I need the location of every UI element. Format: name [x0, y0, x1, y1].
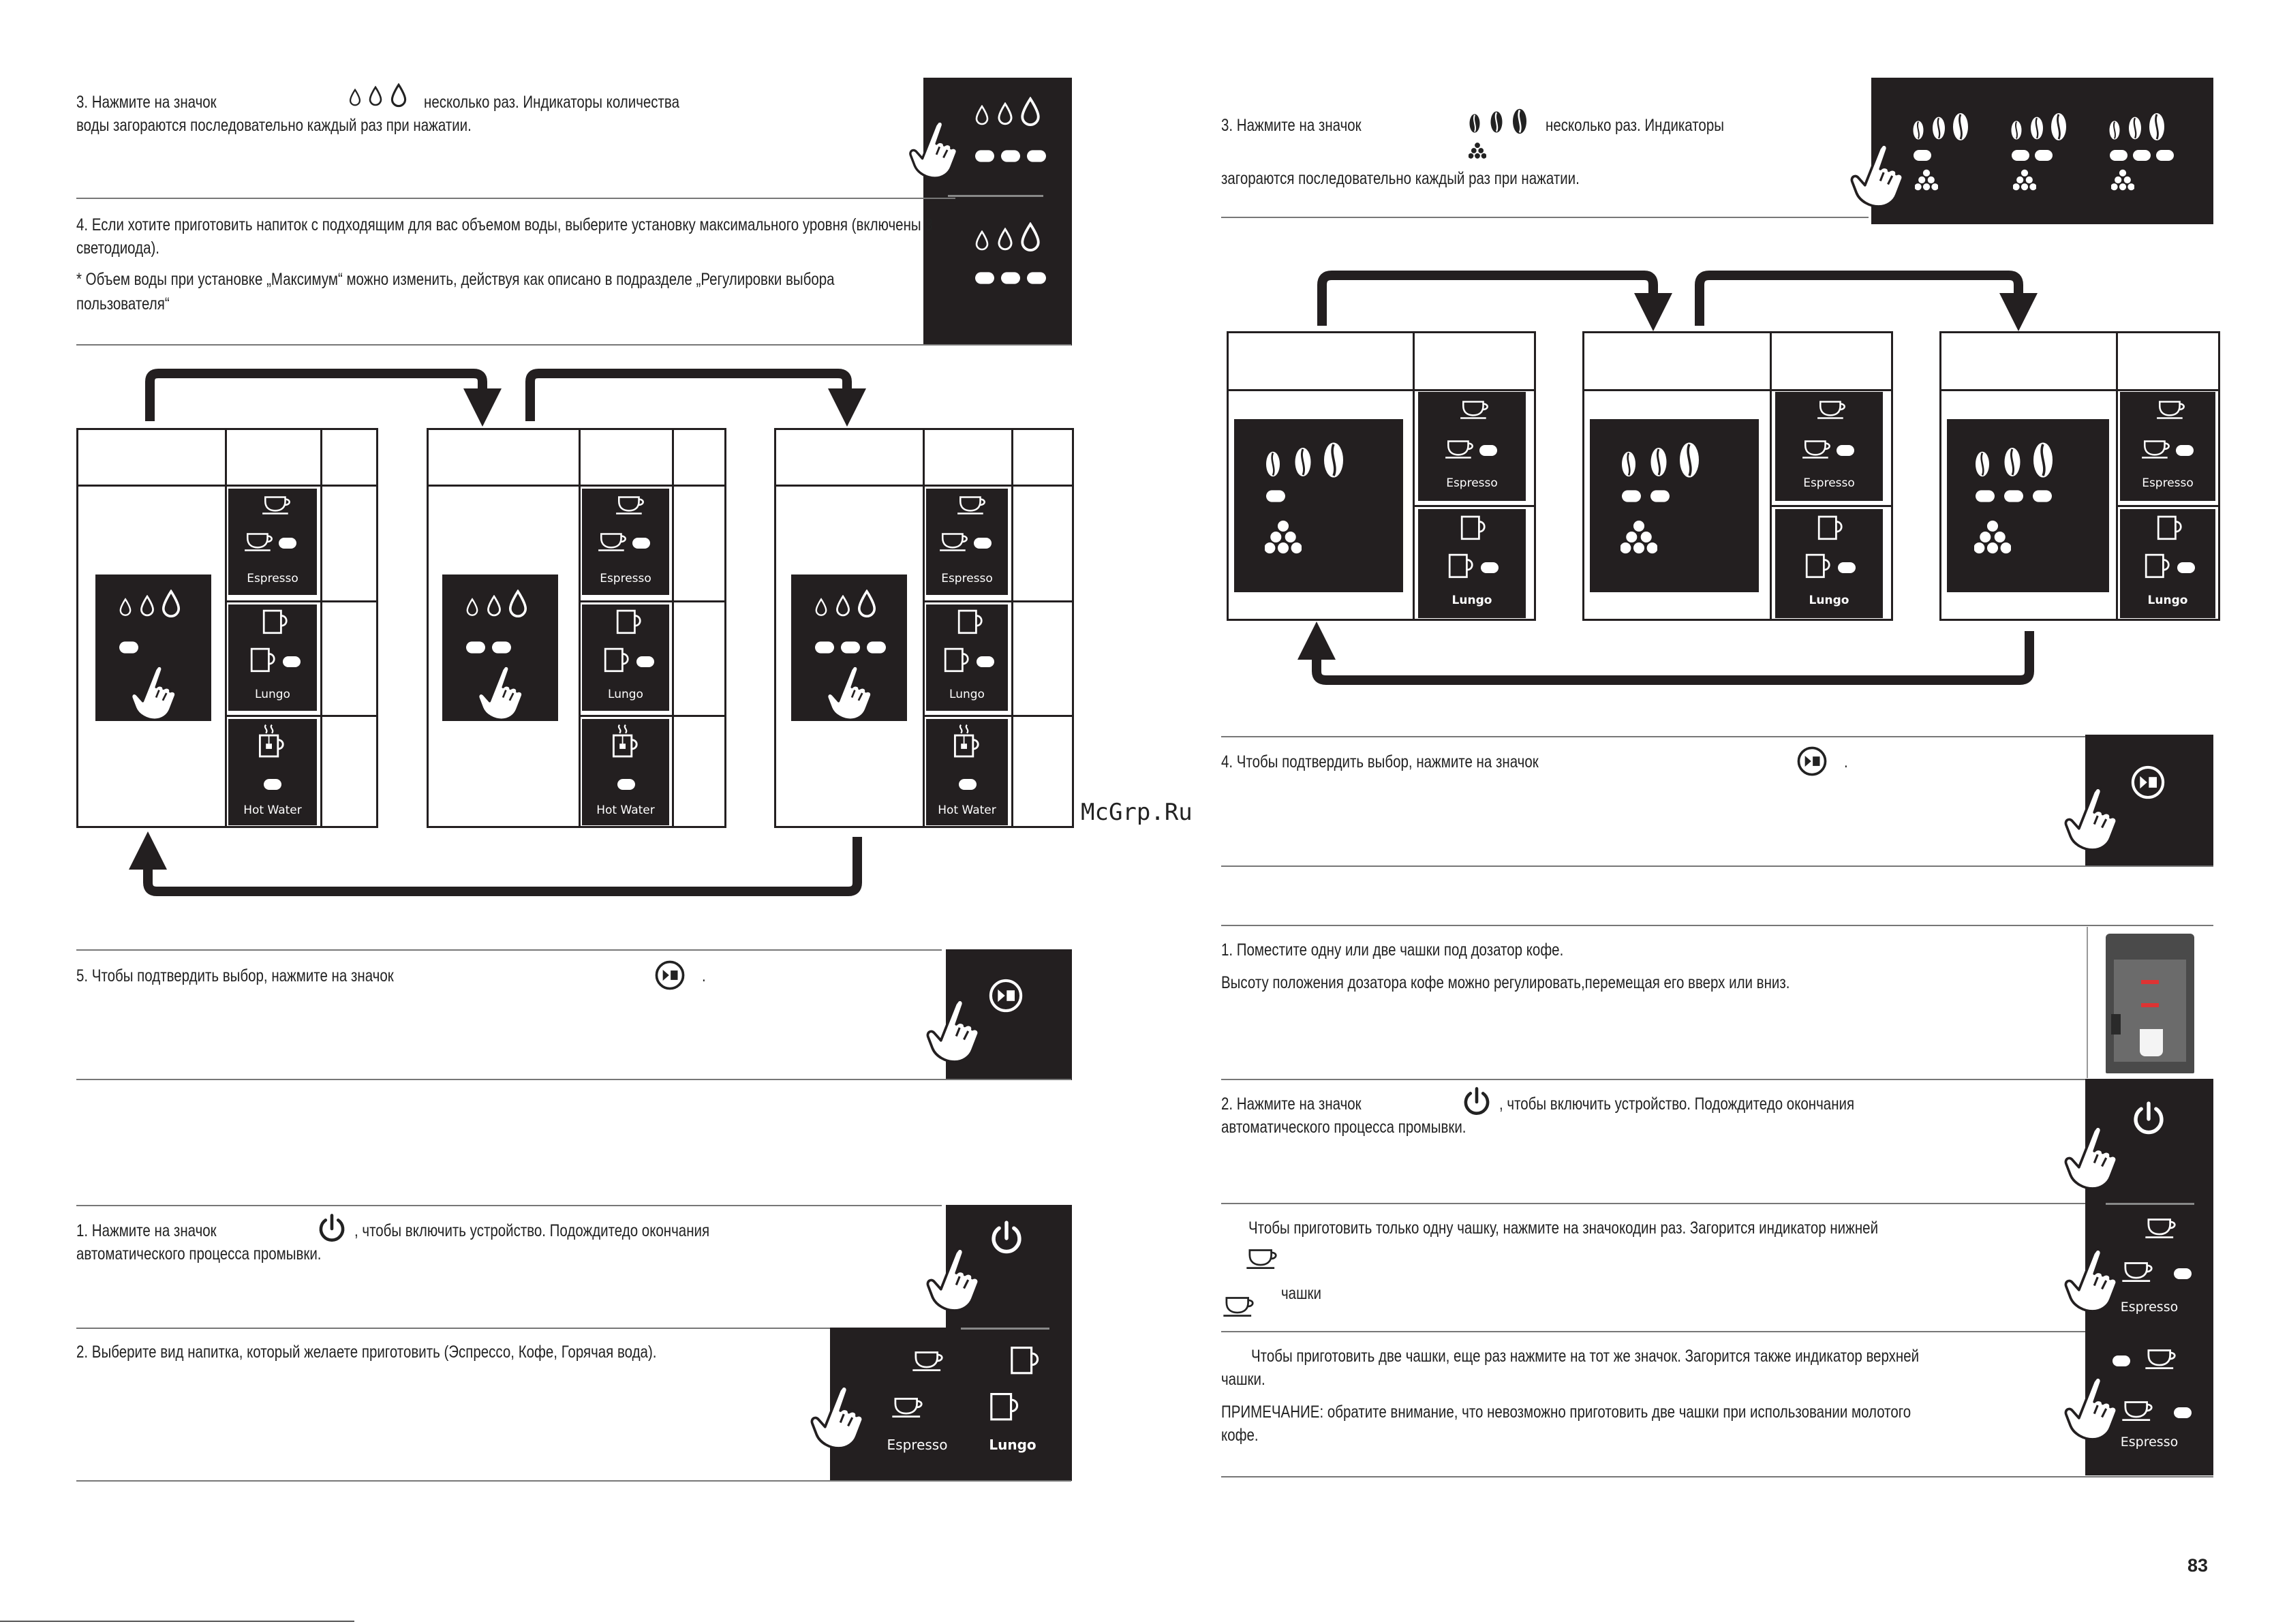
drink-label: Espresso	[600, 572, 651, 585]
strength-table-1	[1227, 331, 1536, 621]
right-step4-panel	[2085, 735, 2213, 867]
drink-lungo-cell	[1775, 509, 1883, 618]
indicator	[617, 779, 638, 791]
cup-icon	[2155, 399, 2190, 422]
right-two-cups-panel	[2085, 1331, 2213, 1475]
cup-icon	[2121, 1399, 2202, 1424]
play-stop-icon	[988, 978, 1026, 1016]
divider	[76, 949, 942, 951]
right-step3-text-b: несколько раз. Индикаторы	[1546, 116, 1724, 135]
arrow-down-icon	[2141, 1003, 2159, 1007]
one-cup-text-a: Чтобы приготовить только одну чашку, нажмите на значокодин раз. Загорится индикатор нижней	[1248, 1219, 1879, 1238]
divider	[1221, 1331, 2087, 1332]
cup-icon	[2113, 1347, 2201, 1372]
drink-lungo-cell	[1418, 509, 1526, 618]
hand-icon	[2063, 1124, 2132, 1199]
mug-icon	[1009, 1345, 1047, 1379]
right-step3-text-a: 3. Нажмите на значок	[1221, 116, 1362, 135]
drink-hot-water-cell	[926, 719, 1008, 825]
right-step1-text-b: Высоту положения дозатора кофе можно регулировать,перемещая его вверх или вниз.	[1221, 973, 1790, 992]
power-icon	[988, 1220, 1026, 1258]
right-step2-text-b: , чтобы включить устройство. Подождитедо окончания	[1499, 1094, 1855, 1114]
milk-wand	[2111, 1014, 2121, 1035]
bean-icons	[1620, 441, 1736, 564]
left-step5-dot: .	[702, 966, 706, 985]
drink-label: Lungo	[949, 688, 985, 701]
divider	[76, 1328, 833, 1329]
power-icon	[2130, 1101, 2168, 1139]
drink-hot-water-cell	[228, 719, 317, 825]
strength-panel-3	[1947, 419, 2109, 592]
bean-icons	[1265, 441, 1381, 564]
play-stop-icon	[1796, 746, 1829, 778]
drink-label: Lungo	[255, 688, 290, 701]
drink-label: Espresso	[2120, 1435, 2179, 1450]
left-step5-text: 5. Чтобы подтвердить выбор, нажмите на значок	[76, 966, 394, 985]
tea-icon	[257, 723, 291, 764]
two-cups-text-b: чашки.	[1221, 1370, 1265, 1389]
strength-table-3	[1939, 331, 2220, 621]
drink-label: Lungo	[2147, 594, 2188, 607]
drink-label: Lungo	[989, 1437, 1036, 1453]
mug-icon	[1816, 515, 1850, 545]
hand-icon	[810, 1383, 878, 1458]
divider	[1221, 1079, 2087, 1080]
drink-espresso-cell	[1775, 392, 1883, 501]
mug-icon	[1804, 553, 1865, 583]
play-stop-icon	[2130, 765, 2168, 803]
hand-icon	[2063, 1375, 2132, 1450]
mug-icon	[1459, 515, 1493, 545]
panel-divider	[961, 1328, 1049, 1330]
left-step3-text-a: 3. Нажмите на значок	[76, 93, 217, 112]
cup-icon	[1801, 438, 1856, 461]
drink-label: Hot Water	[243, 803, 302, 817]
play-stop-icon	[654, 960, 687, 992]
note-text-b: кофе.	[1221, 1426, 1259, 1445]
mug-icon	[1447, 553, 1508, 583]
cup-icon	[1459, 399, 1493, 422]
hand-icon	[2063, 785, 2132, 860]
divider	[1221, 925, 2213, 926]
drink-espresso-cell	[2120, 392, 2215, 501]
right-one-cup-panel	[2085, 1203, 2213, 1332]
right-step2-panel	[2085, 1079, 2213, 1206]
panel-divider	[2106, 1203, 2194, 1205]
cup-icon	[890, 1396, 928, 1420]
divider	[1221, 865, 2213, 867]
cup-image	[2140, 1029, 2163, 1056]
tea-icon	[952, 723, 986, 764]
hand-icon	[925, 1246, 994, 1321]
right-step2-text-c: автоматического процесса промывки.	[1221, 1118, 1466, 1137]
arrow-up-icon	[2141, 980, 2159, 984]
cup-icon	[1444, 438, 1499, 461]
drink-label: Espresso	[2120, 1300, 2179, 1315]
coffee-machine-image	[2087, 927, 2215, 1078]
right-step2-text-a: 2. Нажмите на значок	[1221, 1094, 1362, 1114]
drink-label: Espresso	[2142, 476, 2194, 490]
drink-label: Espresso	[941, 572, 993, 585]
left-step5-panel	[946, 949, 1072, 1080]
page-number: 83	[2187, 1555, 2209, 1576]
cup-icon	[1816, 399, 1850, 422]
indicator	[264, 779, 284, 791]
drink-label: Lungo	[1809, 594, 1849, 607]
left-step2-text: 2. Выберите вид напитка, который желаете приготовить (Эспрессо, Кофе, Горячая вода).	[76, 1343, 657, 1362]
divider	[1221, 736, 2087, 737]
indicator	[959, 779, 979, 791]
tea-icon	[611, 723, 645, 764]
cup-icon	[2144, 1216, 2182, 1241]
strength-table-2	[1582, 331, 1893, 621]
hand-icon	[925, 997, 994, 1072]
cup-icon	[1221, 1295, 1259, 1319]
left-step1-text-b: , чтобы включить устройство. Подождитедо окончания	[354, 1221, 710, 1240]
page-edge-line	[0, 1621, 354, 1622]
left-step4-text-b: светодиода).	[76, 239, 160, 258]
strength-panel-1	[1234, 419, 1403, 592]
watermark: McGrp.Ru	[1081, 799, 1193, 826]
strength-panel-2	[1590, 419, 1759, 592]
divider	[1221, 1476, 2213, 1477]
drink-label: Hot Water	[596, 803, 655, 817]
cup-icon	[1244, 1247, 1282, 1272]
cup-icon	[2140, 438, 2195, 461]
left-step1-text-a: 1. Нажмите на значок	[76, 1221, 217, 1240]
drink-label: Lungo	[1451, 594, 1492, 607]
drink-hot-water-cell	[582, 719, 669, 825]
divider	[76, 1205, 942, 1206]
left-step4-text-c: * Объем воды при установке „Максимум“ можно изменить, действуя как описано в подразделе „Регулировки выбора	[76, 270, 835, 289]
divider	[76, 1480, 1071, 1482]
divider	[1221, 1203, 2087, 1204]
one-cup-text-b: чашки	[1281, 1284, 1321, 1303]
left-step4-text-d: пользователя“	[76, 294, 170, 313]
right-step4-dot: .	[1844, 752, 1848, 771]
left-step3-text-c: воды загораются последовательно каждый раз при нажатии.	[76, 116, 472, 135]
hand-icon	[2063, 1246, 2132, 1321]
right-step1-text-a: 1. Поместите одну или две чашки под дозатор кофе.	[1221, 940, 1564, 960]
drink-lungo-cell	[2120, 509, 2215, 618]
cup-icon	[2121, 1260, 2202, 1285]
left-step3-text-b: несколько раз. Индикаторы количества	[424, 93, 679, 112]
left-step1-panel	[946, 1205, 1072, 1328]
left-step1-text-c: автоматического процесса промывки.	[76, 1244, 322, 1263]
drink-label: Espresso	[1446, 476, 1498, 490]
drink-espresso-cell	[1418, 392, 1526, 501]
right-step3-text-c: загораются последовательно каждый раз при нажатии.	[1221, 169, 1580, 188]
right-step4-text: 4. Чтобы подтвердить выбор, нажмите на значок	[1221, 752, 1539, 771]
drink-label: Espresso	[1803, 476, 1855, 490]
drink-label: Espresso	[887, 1437, 948, 1453]
drink-label: Lungo	[608, 688, 643, 701]
two-cups-text-a: Чтобы приготовить две чашки, еще раз нажмите на тот же значок. Загорится также индикатор верхней	[1251, 1347, 1920, 1366]
cup-icon	[910, 1349, 949, 1374]
drink-label: Hot Water	[938, 803, 996, 817]
divider	[76, 1079, 1071, 1080]
drink-label: Espresso	[247, 572, 298, 585]
mug-icon	[988, 1392, 1026, 1426]
left-step4-text-a: 4. Если хотите приготовить напиток с подходящим для вас объемом воды, выберите установку максимального уровня (включены 3	[76, 215, 933, 234]
mug-icon	[2143, 553, 2204, 583]
mug-icon	[2155, 515, 2190, 545]
left-step2-panel	[830, 1328, 1072, 1481]
note-text-a: ПРИМЕЧАНИЕ: обратите внимание, что невозможно приготовить две чашки при использовании молотого	[1221, 1403, 1911, 1422]
power-icon	[316, 1213, 349, 1246]
power-icon	[1461, 1086, 1494, 1119]
bean-icons	[1974, 441, 2090, 564]
